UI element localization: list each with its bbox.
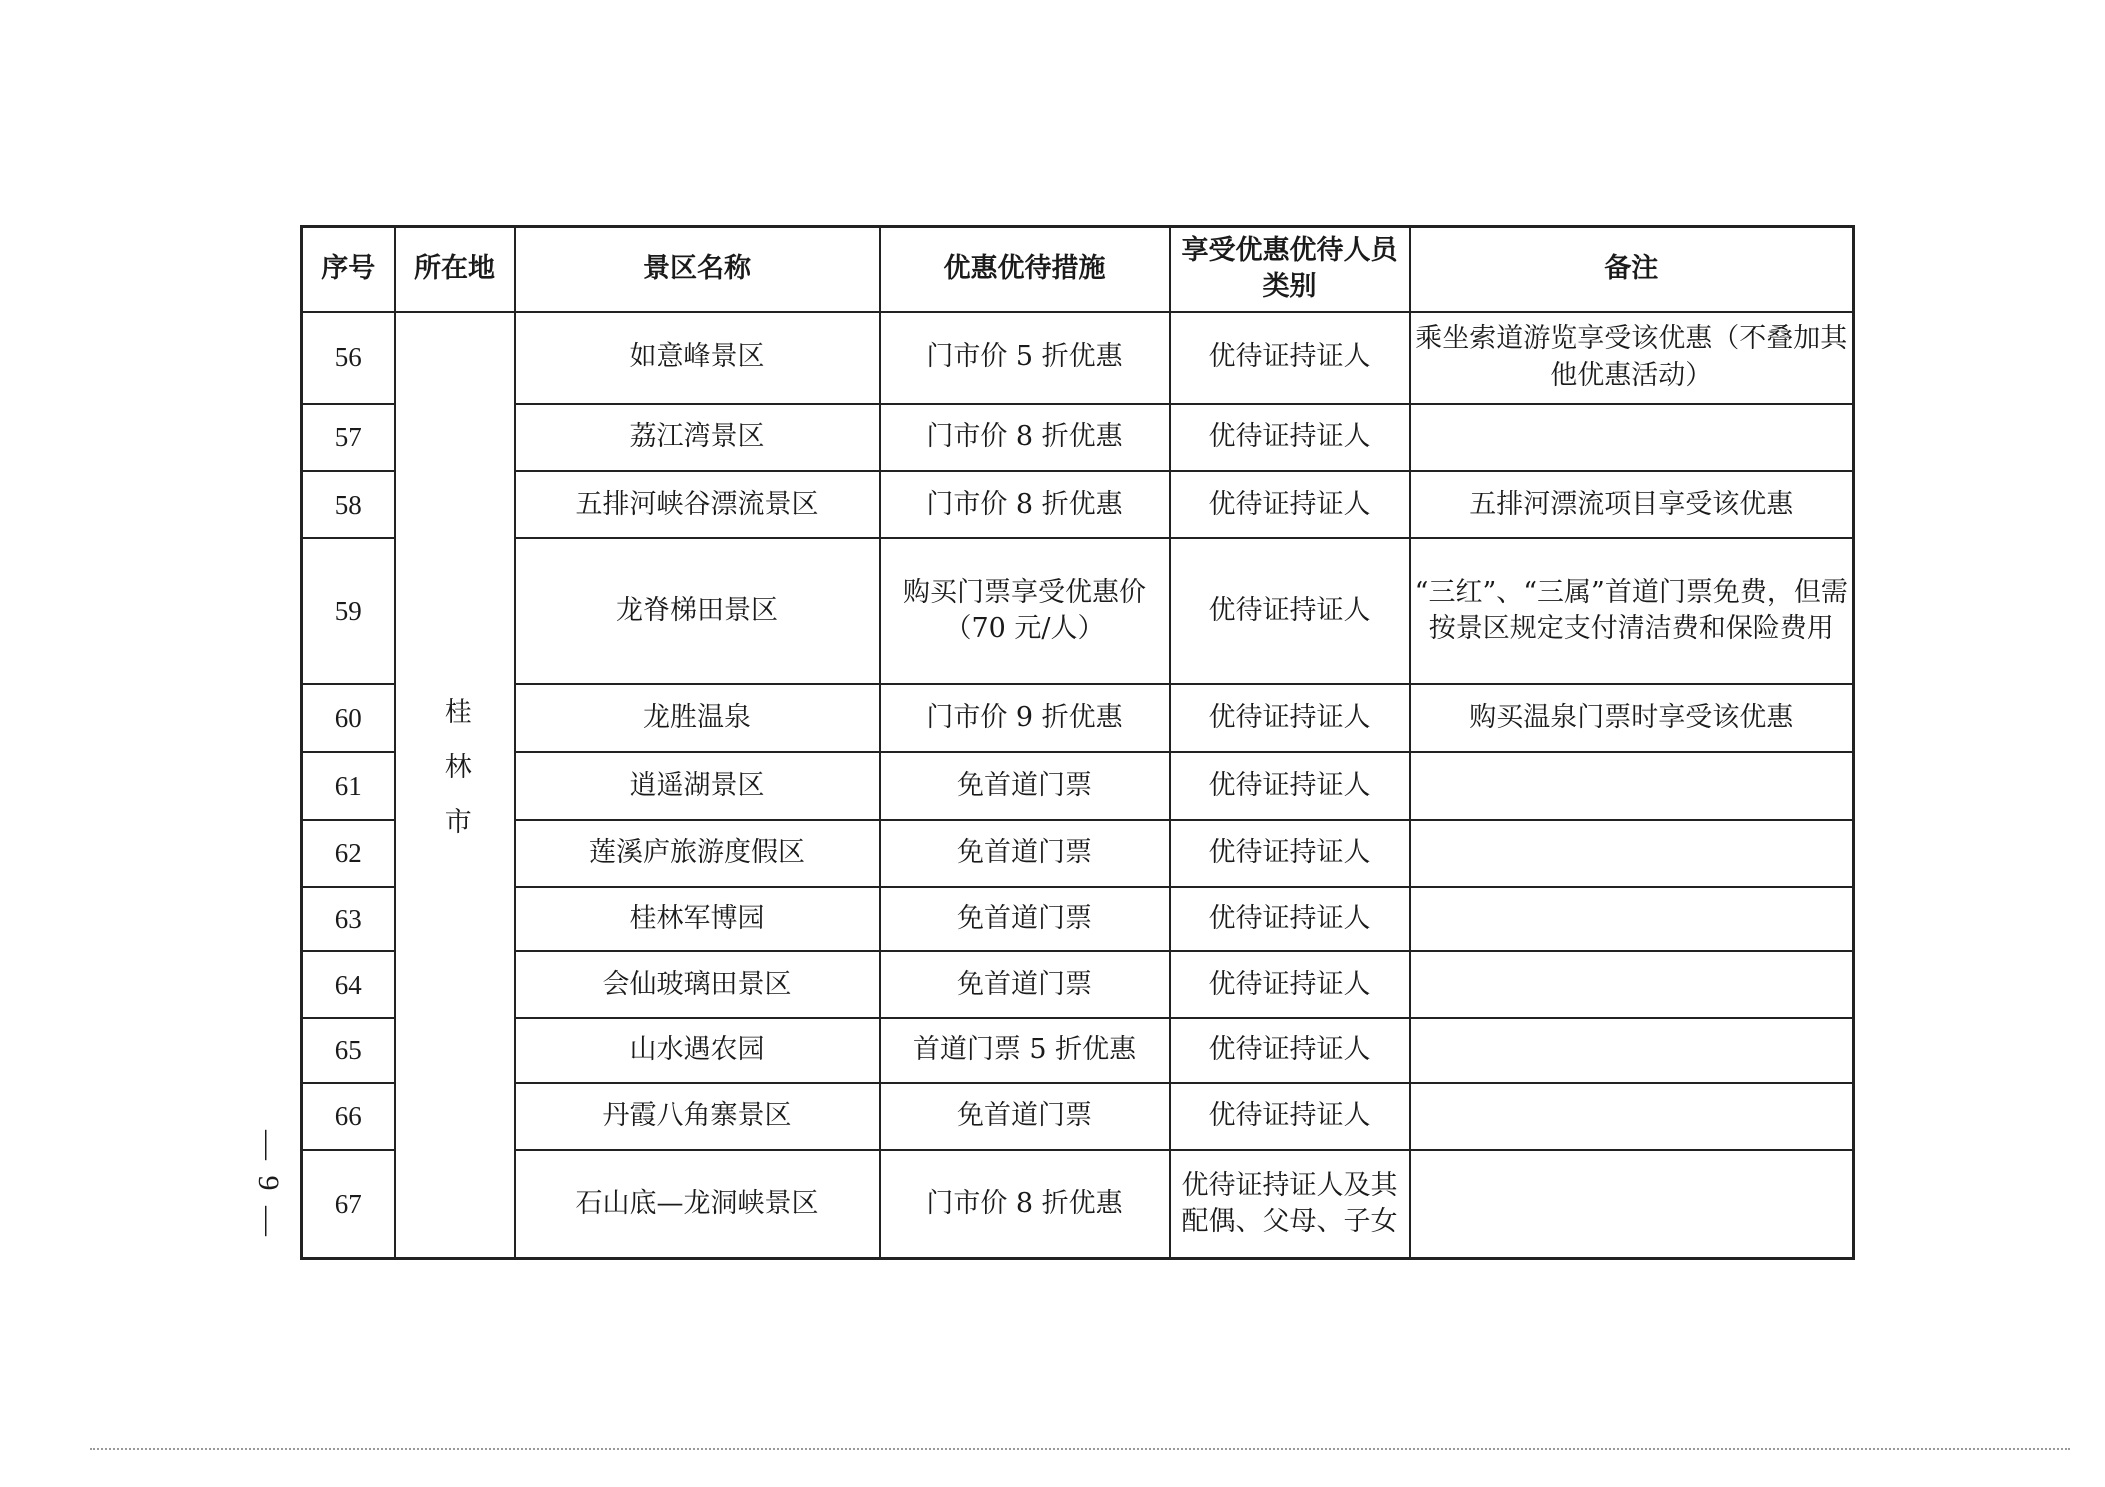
row-scenic-name: 龙脊梯田景区 [515,538,880,684]
row-scenic-name: 五排河峡谷漂流景区 [515,471,880,538]
row-eligible-category: 优待证持证人 [1170,820,1410,887]
row-serial: 56 [302,312,395,404]
row-eligible-category: 优待证持证人 [1170,312,1410,404]
scenic-discount-table [300,225,1855,1260]
header-discount-measure: 优惠优待措施 [880,227,1170,312]
row-discount-measure: 门市价 8 折优惠 [880,1150,1170,1259]
row-eligible-category: 优待证持证人 [1170,471,1410,538]
row-serial: 67 [302,1150,395,1259]
row-serial: 62 [302,820,395,887]
row-serial: 58 [302,471,395,538]
row-remarks: 五排河漂流项目享受该优惠 [1410,471,1854,538]
table-row [302,1083,1854,1150]
row-scenic-name: 荔江湾景区 [515,404,880,471]
row-remarks [1410,887,1854,951]
table-row [302,471,1854,538]
row-scenic-name: 如意峰景区 [515,312,880,404]
row-serial: 65 [302,1018,395,1082]
row-scenic-name: 桂林军博园 [515,887,880,951]
row-scenic-name: 石山底—龙洞峡景区 [515,1150,880,1259]
table-row [302,752,1854,819]
header-scenic-name: 景区名称 [515,227,880,312]
row-remarks [1410,820,1854,887]
row-scenic-name: 龙胜温泉 [515,684,880,752]
table-header-row [302,227,1854,312]
row-discount-measure: 门市价 5 折优惠 [880,312,1170,404]
row-serial: 63 [302,887,395,951]
row-remarks [1410,404,1854,471]
scan-artifact-line [90,1448,2070,1450]
row-eligible-category: 优待证持证人及其配偶、父母、子女 [1170,1150,1410,1259]
row-remarks [1410,1083,1854,1150]
location-text: 桂林市 [439,697,471,863]
table-row [302,820,1854,887]
row-serial: 64 [302,951,395,1018]
table-row [302,312,1854,404]
row-discount-measure: 购买门票享受优惠价（70 元/人） [880,538,1170,684]
table-row [302,951,1854,1018]
table-row [302,887,1854,951]
table-row [302,1150,1854,1259]
location-cell [395,312,515,1259]
row-eligible-category: 优待证持证人 [1170,887,1410,951]
row-eligible-category: 优待证持证人 [1170,951,1410,1018]
row-remarks [1410,752,1854,819]
row-eligible-category: 优待证持证人 [1170,1083,1410,1150]
row-remarks: 乘坐索道游览享受该优惠（不叠加其他优惠活动） [1410,312,1854,404]
row-scenic-name: 会仙玻璃田景区 [515,951,880,1018]
row-remarks: “三红”、“三属”首道门票免费，但需按景区规定支付清洁费和保险费用 [1410,538,1854,684]
table-row [302,684,1854,752]
row-discount-measure: 门市价 9 折优惠 [880,684,1170,752]
row-discount-measure: 免首道门票 [880,752,1170,819]
row-discount-measure: 免首道门票 [880,887,1170,951]
header-eligible-category: 享受优惠优待人员类别 [1170,227,1410,312]
header-remarks: 备注 [1410,227,1854,312]
row-discount-measure: 免首道门票 [880,820,1170,887]
row-eligible-category: 优待证持证人 [1170,404,1410,471]
row-remarks [1410,951,1854,1018]
row-discount-measure: 免首道门票 [880,1083,1170,1150]
row-scenic-name: 山水遇农园 [515,1018,880,1082]
row-scenic-name: 逍遥湖景区 [515,752,880,819]
row-discount-measure: 门市价 8 折优惠 [880,471,1170,538]
row-remarks [1410,1018,1854,1082]
table-row [302,404,1854,471]
row-eligible-category: 优待证持证人 [1170,1018,1410,1082]
row-serial: 59 [302,538,395,684]
header-location: 所在地 [395,227,515,312]
row-discount-measure: 门市价 8 折优惠 [880,404,1170,471]
table-row [302,1018,1854,1082]
row-serial: 61 [302,752,395,819]
row-serial: 60 [302,684,395,752]
header-serial: 序号 [302,227,395,312]
row-remarks [1410,1150,1854,1259]
row-discount-measure: 首道门票 5 折优惠 [880,1018,1170,1082]
row-eligible-category: 优待证持证人 [1170,684,1410,752]
row-serial: 57 [302,404,395,471]
row-eligible-category: 优待证持证人 [1170,538,1410,684]
row-eligible-category: 优待证持证人 [1170,752,1410,819]
row-discount-measure: 免首道门票 [880,951,1170,1018]
row-scenic-name: 莲溪庐旅游度假区 [515,820,880,887]
row-scenic-name: 丹霞八角寨景区 [515,1083,880,1150]
page-number: — 9 — [252,1130,285,1240]
row-serial: 66 [302,1083,395,1150]
row-remarks: 购买温泉门票时享受该优惠 [1410,684,1854,752]
table-row [302,538,1854,684]
